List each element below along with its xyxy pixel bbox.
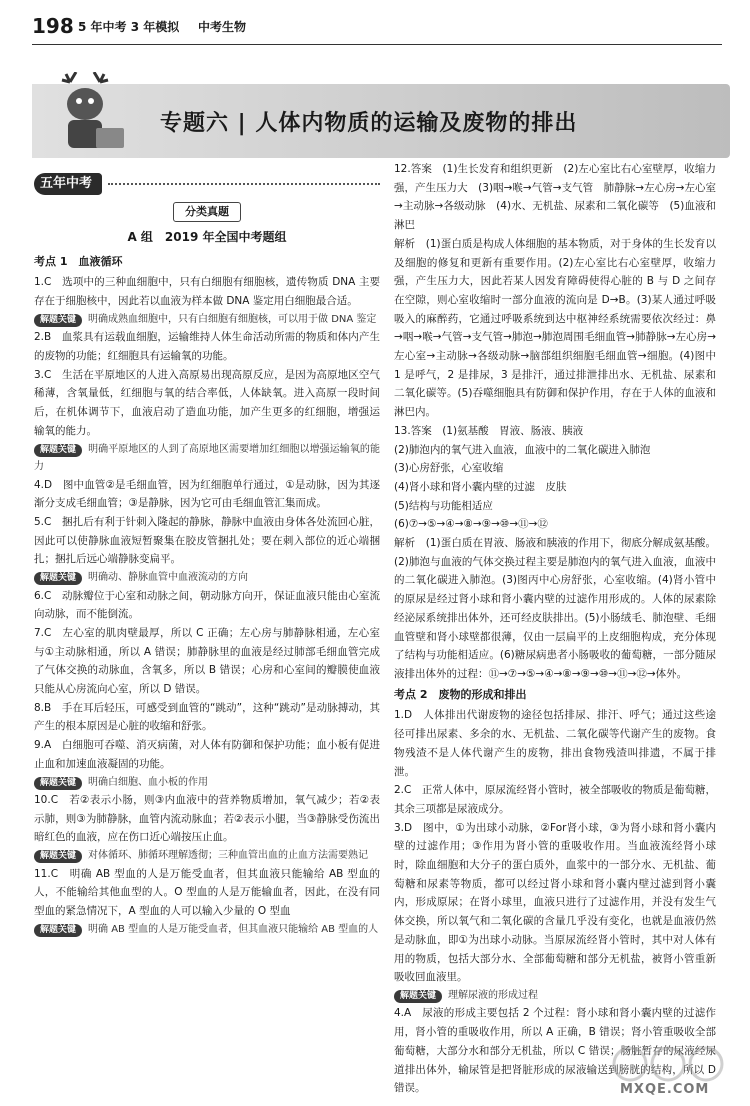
- group-title: A 组 2019 年全国中考题组: [127, 230, 287, 244]
- answer-item: 12.答案 (1)生长发育和组织更新 (2)左心室比右心室壁厚，收缩力强，产生压力大 (3)咽→喉→气管→支气管 肺静脉→左心房→左心室→主动脉→各级动脉 (4)水、无机盐、尿素和二氧化碳等 (5)血液和淋巴: [394, 163, 716, 232]
- answer-line: (6)⑦→⑤→④→⑧→⑨→⑩→⑪→⑫: [394, 518, 548, 531]
- page-header: [0, 0, 750, 60]
- note-tag: 解题关键: [34, 444, 82, 457]
- section-header: [34, 172, 380, 196]
- answer-item: 5.C 捆扎后有利于针刺入隆起的静脉，静脉中血液由身体各处流回心脏，因此可以使静脉血液短暂聚集在胶皮管捆扎处；要在刺入部位的近心端捆扎；捆扎后远心端静脉变扁平。: [34, 515, 380, 566]
- topic-title: 专题六 | 人体内物质的运输及废物的排出: [160, 111, 578, 136]
- answer-item: 2.C 正常人体中，原尿流经肾小管时，被全部吸收的物质是葡萄糖，其余三项都是尿液成分。: [394, 784, 716, 815]
- section-tag: 五年中考: [34, 173, 102, 196]
- answer-item: 13.答案 (1)氨基酸 胃液、肠液、胰液: [394, 424, 584, 437]
- answer-item: 9.A 白细胞可吞噬、消灭病菌，对人体有防御和保护功能；血小板有促进止血和加速血液凝固的功能。: [34, 739, 380, 770]
- answer-item: 2.B 血浆具有运载血细胞，运输维持人体生命活动所需的物质和体内产生的废物的功能；红细胞具有运输氧的功能。: [34, 331, 380, 363]
- answer-item: 7.C 左心室的肌肉壁最厚，所以 C 正确；左心房与肺静脉相通，左心室与①主动脉相通，所以 A 错误；肺静脉里的血液是经过肺部毛细血管完成了气体交换的动脉血，含氧多，所以 B 错误；心房和心室间的瓣膜使血液只能从心房流向心室，所以 D 错误。: [34, 626, 380, 696]
- answer-item: 11.C 明确 AB 型血的人是万能受血者，但其血液只能输给 AB 型血的人，不能输给其他血型的人。O 型血的人是万能输血者，因此，在没有同型血的紧急情况下，A 型血的人可以输入少量的 O 型血: [34, 867, 380, 918]
- key-note: [34, 441, 380, 476]
- answer-item: 10.C 若②表示小肠，则③内血液中的营养物质增加，氧气减少；若②表示肺，则③为肺静脉，血管内流动脉血；若②表示小腿，当③静脉受伤流出暗红色的血液，应在伤口近心端按压止血。: [34, 794, 380, 844]
- key-note: [394, 987, 716, 1005]
- answer-line: (5)结构与功能相适应: [394, 499, 493, 512]
- note-text: 理解尿液的形成过程: [448, 989, 539, 1001]
- answer-item: 4.A 尿液的形成主要包括 2 个过程：肾小球和肾小囊内壁的过滤作用，肾小管的重吸收作用，所以 A 正确，B 错误；肾小管重吸收全部葡萄糖，大部分水和部分无机盐，所以 C 错误；肠脏暂存的尿液经尿道排出体外，输尿管是把肾脏形成的尿液输送到膀胱的结构，所以 D 错误。: [394, 1007, 716, 1095]
- book-title: 5 年中考 3 年模拟: [78, 20, 180, 34]
- note-tag: 解题关键: [394, 990, 442, 1003]
- note-text: 明确动、静脉血管中血液流动的方向: [88, 572, 249, 584]
- answer-item: 4.D 图中血管②是毛细血管，因为红细胞单行通过，①是动脉，因为其逐渐分支成毛细血管；③是静脉，因为它可由毛细血管汇集而成。: [34, 478, 380, 510]
- answer-item: 3.C 生活在平原地区的人进入高原易出现高原反应，是因为高原地区空气稀薄，含氧量低，红细胞与氧的结合率低，人体缺氧。进入高原一段时间后，在机体调节下，血液启动了造血功能，加产生更多的红细胞，增强运输氧的能力。: [34, 368, 380, 437]
- note-text: 明确平原地区的人到了高原地区需要增加红细胞以增强运输氧的能力: [34, 443, 380, 473]
- note-tag: 解题关键: [34, 572, 82, 585]
- knowledge-point-title: 考点 1 血液循环: [34, 254, 123, 268]
- header-rule: [32, 44, 722, 45]
- note-text: 明确白细胞、血小板的作用: [88, 776, 209, 788]
- note-tag: 解题关键: [34, 777, 82, 790]
- analysis-item: 解析 (1)蛋白质在胃液、肠液和胰液的作用下，彻底分解成氨基酸。(2)肺泡与血液的气体交换过程主要是肺泡内的氧气进入血液，血液中的二氧化碳进入肺泡。(3)图丙中心房舒张，心室收缩。(4)肾小管中的原尿是经过肾小球和肾小囊内壁的过滤作用形成的。人体的尿素除经泌尿系统排出体外，还可经皮肤排出。(5)小肠绒毛、肺泡壁、毛细血管壁和肾小球壁都很薄，仅由一层扁平的上皮细胞构成，充分体现了结构与功能相适应。(6)糖尿病患者小肠吸收的葡萄糖，一部分随尿液排出体外的过程：⑪→⑦→⑤→④→⑧→⑨→⑩→⑪→⑫→体外。: [394, 537, 716, 680]
- answer-line: (4)肾小球和肾小囊内壁的过滤 皮肤: [394, 480, 567, 493]
- answer-item: 1.C 选项中的三种血细胞中，只有白细胞有细胞核，遗传物质 DNA 主要存在于细胞核中，因此若以血液为样本做 DNA 鉴定用白细胞最合适。: [34, 276, 380, 308]
- note-tag: 解题关键: [34, 924, 82, 937]
- key-note: [34, 847, 380, 865]
- answer-line: (3)心房舒张，心室收缩: [394, 462, 504, 475]
- analysis-item: 解析 (1)蛋白质是构成人体细胞的基本物质，对于身体的生长发育以及细胞的修复和更新有重要作用。(2)左心室比右心室壁厚，收缩力强，产生压力大，因此若某人因发育障碍使得心脏的 B 与 D 之间存在空隙，则心室收缩时一部分血液的流向是 D→B。(3)某人通过呼吸吸入的麻醉药，它通过呼吸系统到达中枢神经系统需要依次经过：鼻→咽→喉→气管→支气管→肺泡→肺泡周围毛细血管→肺静脉→左心房→左心室→主动脉→各级动脉→脑部组织细胞毛细血管→细胞。(4)图中 1 是呼气，2 是排尿，3 是排汗，通过排泄排出水、无机盐、尿素和二氧化碳等。(5)吞噬细胞具有防御和保护作用，存在于人体的血液和淋巴内。: [394, 237, 716, 419]
- key-note: [34, 774, 380, 792]
- note-text: 对体循环、肺循环理解透彻；三种血管出血的止血方法需要熟记: [88, 850, 369, 862]
- note-tag: 解题关键: [34, 314, 82, 327]
- answer-line: (2)肺泡内的氧气进入血液，血液中的二氧化碳进入肺泡: [394, 443, 651, 456]
- book-subtitle: 中考生物: [198, 20, 247, 34]
- note-text: 明确成熟血细胞中，只有白细胞有细胞核，可以用于做 DNA 鉴定: [88, 313, 377, 325]
- note-text: 明确 AB 型血的人是万能受血者，但其血液只能输给 AB 型血的人: [88, 923, 379, 935]
- category-tag: 分类真题: [173, 202, 241, 222]
- deer-mascot-icon: [40, 72, 136, 158]
- answer-item: 3.D 图中，①为出球小动脉，②For肾小球，③为肾小球和肾小囊内壁的过滤作用；③作用为肾小管的重吸收作用。当血液流经肾小球时，除血细胞和大分子的蛋白质外，血浆中的一部分水、无机盐、葡萄糖和尿素等物质，都可以经过肾小球和肾小囊内壁过滤到肾小囊内，形成原尿；在肾小球里，血液只进行了过滤作用，并没有发生气体交换，所以氧气和二氧化碳的含量几乎没有变化，也就是血液仍然是动脉血，即①为出球小动脉。当原尿流经肾小管时，其中对人体有用的物质，包括大部分水、全部葡萄糖和部分无机盐，被肾小管重新吸收回血液里。: [394, 821, 716, 984]
- right-column: [394, 160, 716, 1098]
- answer-item: 1.D 人体排出代谢废物的途径包括排尿、排汗、呼气；通过这些途径可排出尿素、多余的水、无机盐、二氧化碳等代谢产生的废物。食物残渣不是人体代谢产生的废物，排出食物残渣叫排遗，不属于排泄。: [394, 709, 716, 778]
- knowledge-point-title: 考点 2 废物的形成和排出: [394, 687, 527, 701]
- answer-item: 6.C 动脉瓣位于心室和动脉之间，朝动脉方向开，保证血液只能由心室流向动脉，而不能倒流。: [34, 589, 380, 621]
- left-column: [34, 172, 380, 938]
- note-tag: 解题关键: [34, 850, 82, 863]
- watermark-text: MXQE.COM: [620, 1082, 710, 1097]
- key-note: [34, 311, 380, 329]
- key-note: [34, 921, 380, 939]
- dotted-divider: [108, 183, 380, 185]
- page-number: 198: [32, 14, 74, 38]
- answer-item: 8.B 手在耳后轻压，可感受到血管的“跳动”，这种“跳动”是动脉搏动，其产生的根本原因是心脏的收缩和舒张。: [34, 701, 380, 733]
- key-note: [34, 569, 380, 587]
